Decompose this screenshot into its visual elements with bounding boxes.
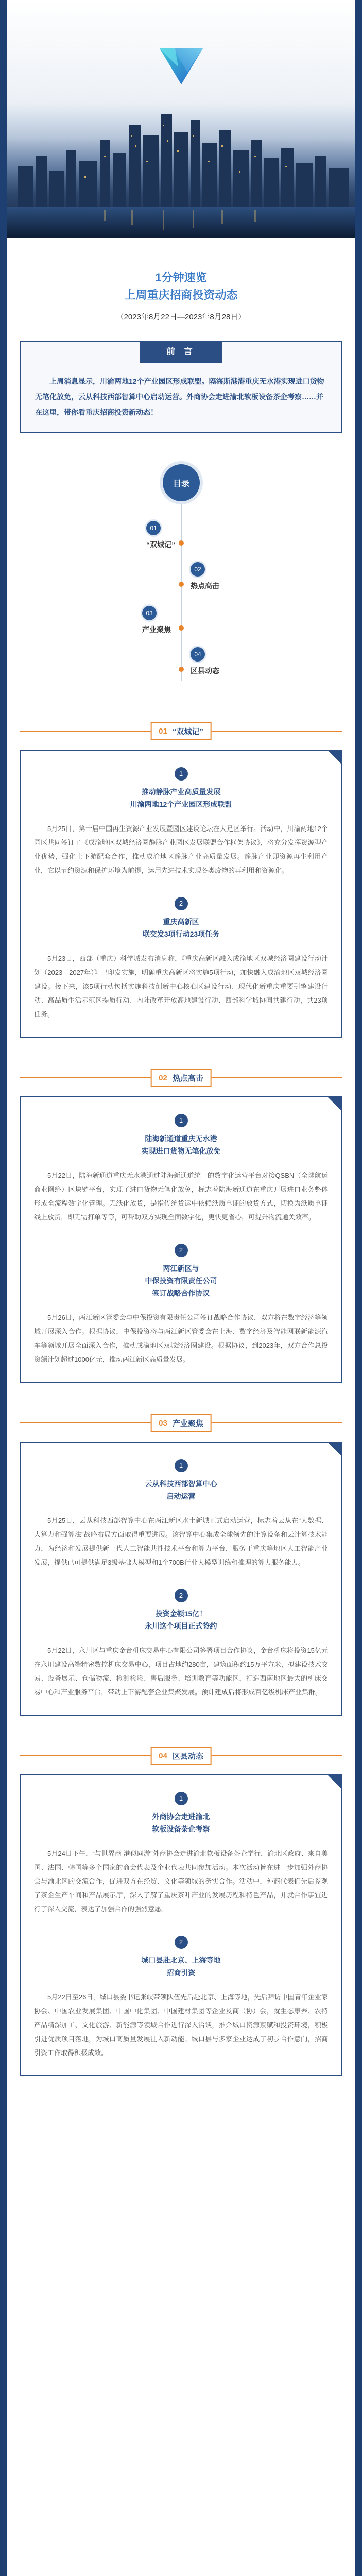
section-card-1 (20, 750, 342, 1038)
item-body: 5月26日，两江新区管委会与中保投资有限责任公司签订战略合作协议，双方将在数字经济等领域开展深入合作。根据协议，中保投资将与两江新区管委会在上海、数字经济及智能网联新能源汽车等领域开展全面深入合作，推动成渝地区双城经济圈建设。根据协议，到2023年，双方合作总投资额计划超过1000亿元，推动两江新区高质量发展。 (34, 1314, 328, 1363)
date-range: （2023年8月22日—2023年8月28日） (116, 313, 246, 321)
news-item (34, 1244, 328, 1299)
preface-label: 前 言 (140, 341, 222, 363)
section-number: 04 (159, 1751, 167, 1760)
item-title: 两江新区与 中保投资有限责任公司 签订战略合作协议 (145, 1264, 217, 1297)
toc-item-label: 产业聚焦 (142, 625, 171, 634)
section-card-4 (20, 1774, 342, 2076)
news-item (34, 1114, 328, 1157)
section-label: “双城记” (172, 727, 203, 736)
toc-dot (179, 667, 184, 672)
section-tag (150, 1747, 212, 1765)
toc-item-2[interactable] (191, 562, 219, 591)
card-corner (328, 751, 341, 764)
toc-item-label: 区县动态 (191, 667, 219, 675)
item-number: 1 (175, 1114, 188, 1127)
item-body: 5月23日，西部（重庆）科学城发布消息称，《重庆高新区融入成渝地区双城经济圈建设行动计划（2023—2027年）》已印发实施，明确重庆高新区将实施5项行动，加快融入成渝地区双城经济圈建设。接下来，该5项行动包括实施科技创新中心核心区建设行动、现代化新重庆重要引擎建设行动、高品质生活示范区提质行动、内陆改革开放高地建设行动、西部科学城协同共建行动，共23项任务。 (34, 955, 328, 1018)
news-item (34, 1792, 328, 1835)
card-corner (328, 1775, 341, 1789)
section-card-2 (20, 1096, 342, 1383)
news-item (34, 1589, 328, 1632)
item-body: 5月22日，永川区与重庆金台机床交易中心有限公司签署项目合作协议，金台机床将投资15亿元在永川建设高端精密数控机床交易中心，项目占地约280亩，建筑面积约15万平方米，拟建设技术交易、设备展示、仓储物流、检测检验、售后服务、培训教育等功能区，打造西南地区最大的机床交易中心和产业服务平台，带动上下游配套企业集聚发展。预计建成后将形成百亿级机床产业集群。 (34, 1647, 328, 1696)
title-block (7, 238, 355, 329)
page-title-line2: 上周重庆招商投资动态 (124, 289, 238, 301)
toc-heading: 目录 (163, 464, 200, 501)
news-item (34, 1459, 328, 1502)
card-corner (328, 1097, 341, 1111)
item-number: 2 (175, 897, 188, 910)
section-header-4 (20, 1747, 342, 1765)
table-of-contents (7, 449, 355, 722)
item-title: 推动静脉产业高质量发展 川渝两地12个产业园区形成联盟 (130, 788, 232, 808)
section-card-3 (20, 1442, 342, 1716)
toc-item-3[interactable] (142, 606, 171, 635)
triangle-logo-icon (158, 46, 205, 87)
toc-item-label: 热点高击 (191, 582, 219, 590)
toc-dot (179, 540, 184, 546)
section-number: 01 (159, 726, 167, 736)
page-title-line1: 1分钟速览 (155, 271, 207, 284)
toc-item-number: 03 (142, 606, 157, 620)
toc-item-number: 01 (146, 521, 161, 535)
toc-item-label: “双城记” (146, 540, 175, 549)
section-tag (150, 722, 212, 740)
item-number: 1 (175, 1459, 188, 1472)
toc-item-number: 04 (191, 647, 205, 662)
section-header-1 (20, 722, 342, 740)
item-body: 5月24日下午，“与世界商 港似同游”外商协会走进渝北软板设备茶企学行，渝北区政府、来自美国、法国、韩国等多个国家的商会代表及企业代表共同参加活动。本次活动旨在进一步加强外商协会与渝北区的交流合作，促进双方在经贸、文化等领域的务实合作。活动中，外商代表们先后参观了茶企生产车间和产品展示厅，深入了解了重庆茶叶产业的发展历程和特色产品，并就合作事宜进行了深入交流，表达了加强合作的强烈意愿。 (34, 1850, 328, 1913)
section-label: 热点高击 (172, 1074, 203, 1083)
item-title: 城口县赴北京、上海等地 招商引资 (141, 1956, 221, 1977)
section-label: 区县动态 (172, 1752, 203, 1761)
card-corner (328, 1443, 341, 1456)
item-title: 陆海新通道重庆无水港 实现进口货物无笔化放免 (141, 1134, 221, 1155)
item-body: 5月22日，陆海新通道重庆无水港通过陆海新通道统一的数字化运营平台对接QSBN（全球航运商业网络）区块链平台，实现了进口货物无笔化放免，标志着陆海新通道在重庆开展进口业务整体形成全流程数字化管理。无纸化放货，是指传统货运中依赖纸质单证的放货方式，切换为纸质单证线上放货，即无需打单等等，可帮助双方实现全面数字化，更快更省心，可提升物流通关效率。 (34, 1172, 328, 1221)
item-number: 1 (175, 1792, 188, 1805)
item-number: 2 (175, 1589, 188, 1602)
toc-item-number: 02 (191, 562, 205, 577)
toc-dot (179, 625, 184, 631)
item-title: 重庆高新区 联交发3项行动23项任务 (142, 918, 220, 938)
item-title: 外商协会走进渝北 软板设备茶企考察 (152, 1812, 210, 1833)
item-number: 2 (175, 1936, 188, 1949)
section-tag (150, 1069, 212, 1087)
section-number: 02 (159, 1073, 167, 1082)
preface-box (20, 341, 342, 433)
item-body: 5月22日至26日，城口县委书记张峡带领队伍先后赴北京、上海等地，先后拜访中国青年企业家协会、中国农业发展集团、中国中化集团、中国建材集团等企业及商（协）会，就生态康养、农特产品精深加工、文化旅游、新能源等领域合作进行深入洽谈，推介城口资源禀赋和投资环境，积极引进优质项目落地，为城口高质量发展注入新动能。城口县与多家企业达成了初步合作意向，招商引资工作取得积极成效。 (34, 1993, 328, 2057)
toc-item-4[interactable] (191, 647, 219, 676)
preface-text: 上周消息显示，川渝两地12个产业园区形成联盟。隔海斯港港重庆无水港实现进口货物无笔化放免，云从科技西部智算中心启动运营。外商协会走进渝北软板设备茶企考察……并在这里，带你看重庆招商投资新动态！ (35, 377, 324, 416)
news-item (34, 897, 328, 940)
section-header-3 (20, 1414, 342, 1432)
section-header-2 (20, 1069, 342, 1087)
toc-dot (179, 582, 184, 587)
item-number: 2 (175, 1244, 188, 1257)
item-title: 投资金额15亿！ 永川这个项目正式签约 (145, 1609, 217, 1630)
item-body: 5月25日，第十届中国再生资源产业发展暨园区建设论坛在大足区举行。活动中，川渝两地12个园区共同签订了《成渝地区双城经济圈静脉产业园区发展联盟合作框架协议》，将充分发挥资源型产业优势，强化上下游配套合作，推动成渝地区静脉产业高质量发展。静脉产业即资源再生利用产业，它以节约资源和保护环境为前提，运用先进技术实现各类废物的再利用和资源化。 (34, 825, 328, 874)
hero-banner (7, 0, 355, 238)
item-title: 云从科技西部智算中心 启动运营 (145, 1480, 217, 1500)
section-tag (150, 1414, 212, 1432)
section-label: 产业聚焦 (172, 1419, 203, 1428)
news-item (34, 1936, 328, 1979)
news-item (34, 767, 328, 810)
item-body: 5月25日，云从科技西部智算中心在两江新区水土新城正式启动运营，标志着云从在“大数据、大算力和强算法”战略布局方面取得重要进展。该智算中心集成全球领先的计算设备和云计算技术能力，为经济和发展提供新一代人工智能共性技术平台和算力平台，服务于重庆等地区人工智能产业发展，提供已可提供满足3级基础大模型和1个700B行业大模型训练和推理的算力服务能力。 (34, 1517, 328, 1566)
section-number: 03 (159, 1418, 167, 1428)
item-number: 1 (175, 767, 188, 781)
toc-item-1[interactable] (146, 521, 175, 550)
city-skyline-image (7, 104, 355, 238)
